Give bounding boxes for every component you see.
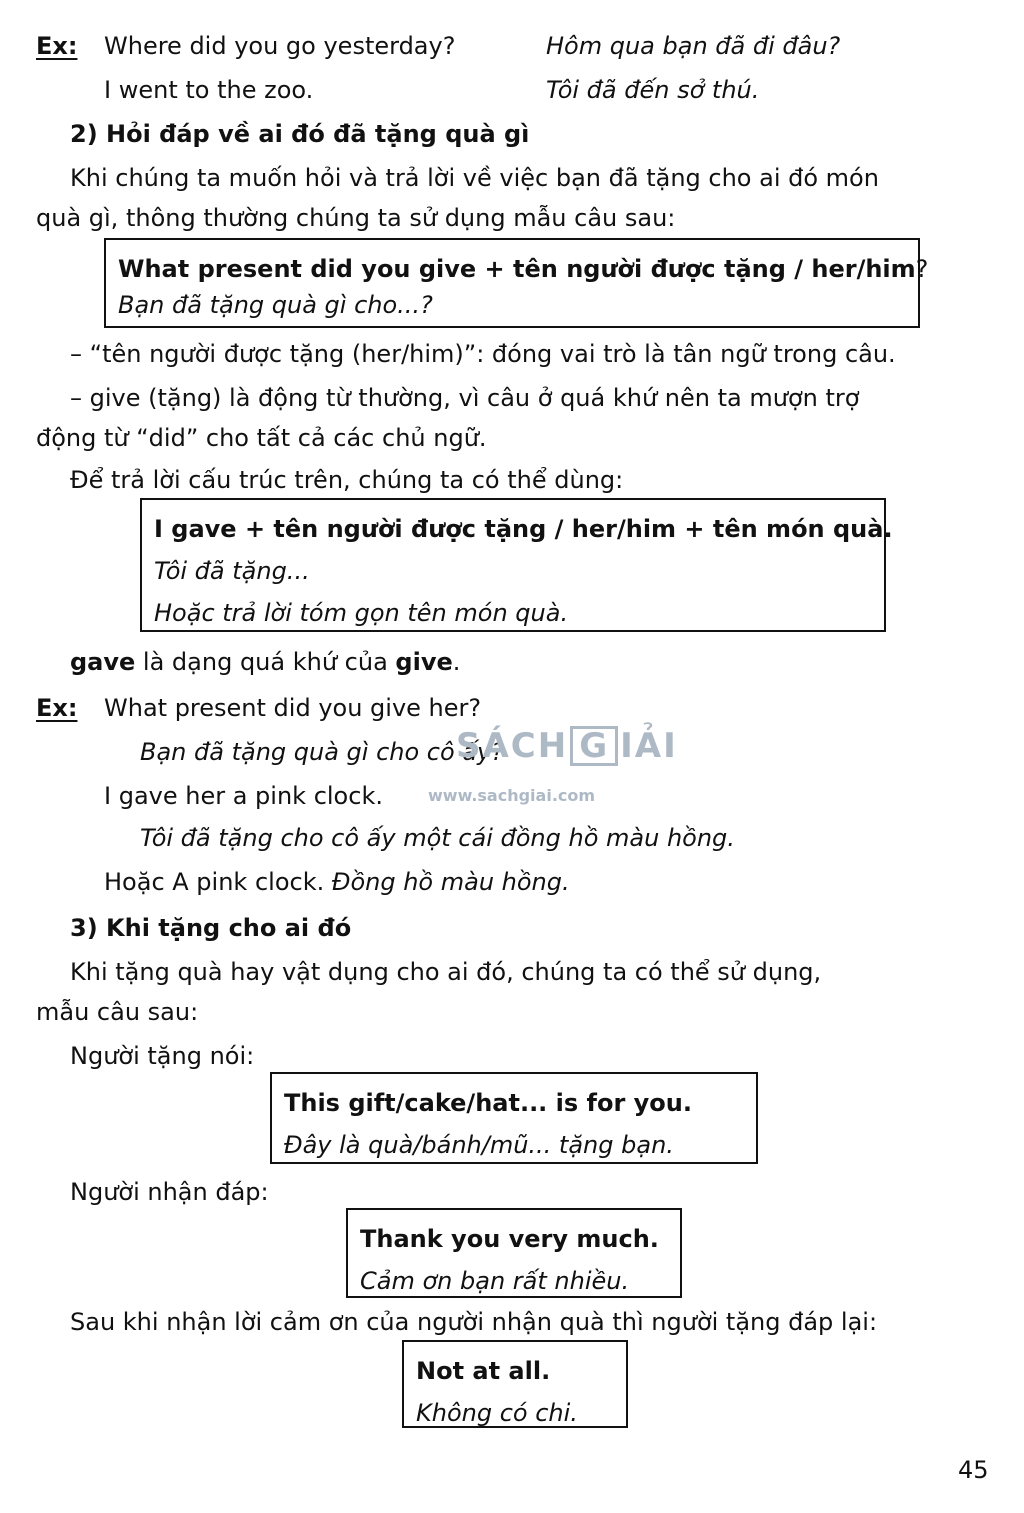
gave-word: gave <box>70 648 136 676</box>
answer-pattern-box <box>140 498 893 632</box>
question-pattern-translation: Bạn đã tặng quà gì cho...? <box>118 291 433 319</box>
note-give-line-1: – give (tặng) là động từ thường, vì câu ở quá khứ nên ta mượn trợ <box>70 384 860 412</box>
watermark-right: IẢI <box>620 726 678 766</box>
note-give-line-2: động từ “did” cho tất cả các chủ ngữ. <box>36 424 487 452</box>
example-2-alt-en: Hoặc A pink clock. <box>104 868 325 896</box>
question-mark: ? <box>915 255 929 283</box>
example-2-alt-vi: Đồng hồ màu hồng. <box>331 868 570 896</box>
example-2-question-vi: Bạn đã tặng quà gì cho cô ấy? <box>140 738 504 766</box>
note-object: – “tên người được tặng (her/him)”: đóng vai trò là tân ngữ trong câu. <box>70 340 896 368</box>
reply-phrase-box <box>402 1340 628 1428</box>
give-word: give <box>395 648 453 676</box>
section-2-heading: 2) Hỏi đáp về ai đó đã tặng quà gì <box>70 120 530 148</box>
example-answer-en: I went to the zoo. <box>104 76 314 104</box>
giver-phrase-box <box>270 1072 758 1164</box>
watermark-logo <box>456 726 678 766</box>
answer-pattern: I gave + tên người được tặng / her/him + tên món quà. <box>154 515 893 543</box>
gave-note <box>70 646 460 678</box>
example-question-vi: Hôm qua bạn đã đi đâu? <box>546 32 841 60</box>
reply-phrase-en: Not at all. <box>416 1357 551 1385</box>
answer-pattern-line-2: Tôi đã tặng... <box>154 557 310 585</box>
receiver-phrase-vi: Cảm ơn bạn rất nhiều. <box>360 1267 630 1295</box>
example-2-answer-en: I gave her a pink clock. <box>104 782 383 810</box>
giver-phrase-vi: Đây là quà/bánh/mũ... tặng bạn. <box>284 1131 674 1159</box>
receiver-phrase-en: Thank you very much. <box>360 1225 659 1253</box>
example-2-label: Ex: <box>36 694 78 722</box>
section-3-heading: 3) Khi tặng cho ai đó <box>70 914 352 942</box>
section-2-intro-line-1: Khi chúng ta muốn hỏi và trả lời về việc bạn đã tặng cho ai đó món <box>70 164 879 192</box>
example-question-en: Where did you go yesterday? <box>104 32 456 60</box>
example-answer-vi: Tôi đã đến sở thú. <box>546 76 760 104</box>
question-pattern: What present did you give + tên người được tặng / her/him <box>118 255 916 283</box>
giver-label: Người tặng nói: <box>70 1042 255 1070</box>
section-3-intro-line-2: mẫu câu sau: <box>36 998 199 1026</box>
receiver-phrase-box <box>346 1208 682 1298</box>
giver-phrase-en: This gift/cake/hat... is for you. <box>284 1089 692 1117</box>
page-number: 45 <box>958 1456 989 1484</box>
answer-pattern-line-3: Hoặc trả lời tóm gọn tên món quà. <box>154 599 569 627</box>
gave-note-text: là dạng quá khứ của <box>135 648 396 676</box>
answer-intro: Để trả lời cấu trúc trên, chúng ta có thể dùng: <box>70 466 624 494</box>
watermark-box-letter: G <box>570 726 618 766</box>
receiver-label: Người nhận đáp: <box>70 1178 269 1206</box>
watermark-url: www.sachgiai.com <box>428 786 596 805</box>
example-2-answer-vi: Tôi đã tặng cho cô ấy một cái đồng hồ màu hồng. <box>140 824 735 852</box>
reply-phrase-vi: Không có chi. <box>416 1399 578 1427</box>
section-2-intro-line-2: quà gì, thông thường chúng ta sử dụng mẫu câu sau: <box>36 204 676 232</box>
section-3-intro-line-1: Khi tặng quà hay vật dụng cho ai đó, chúng ta có thể sử dụng, <box>70 958 822 986</box>
example-2-alt-answer <box>104 866 570 898</box>
example-label: Ex: <box>36 32 78 60</box>
question-pattern-box <box>104 238 929 328</box>
reply-intro: Sau khi nhận lời cảm ơn của người nhận quà thì người tặng đáp lại: <box>70 1308 878 1336</box>
gave-note-end: . <box>452 648 461 676</box>
example-2-question-en: What present did you give her? <box>104 694 482 722</box>
watermark-left: SÁCH <box>456 726 569 766</box>
